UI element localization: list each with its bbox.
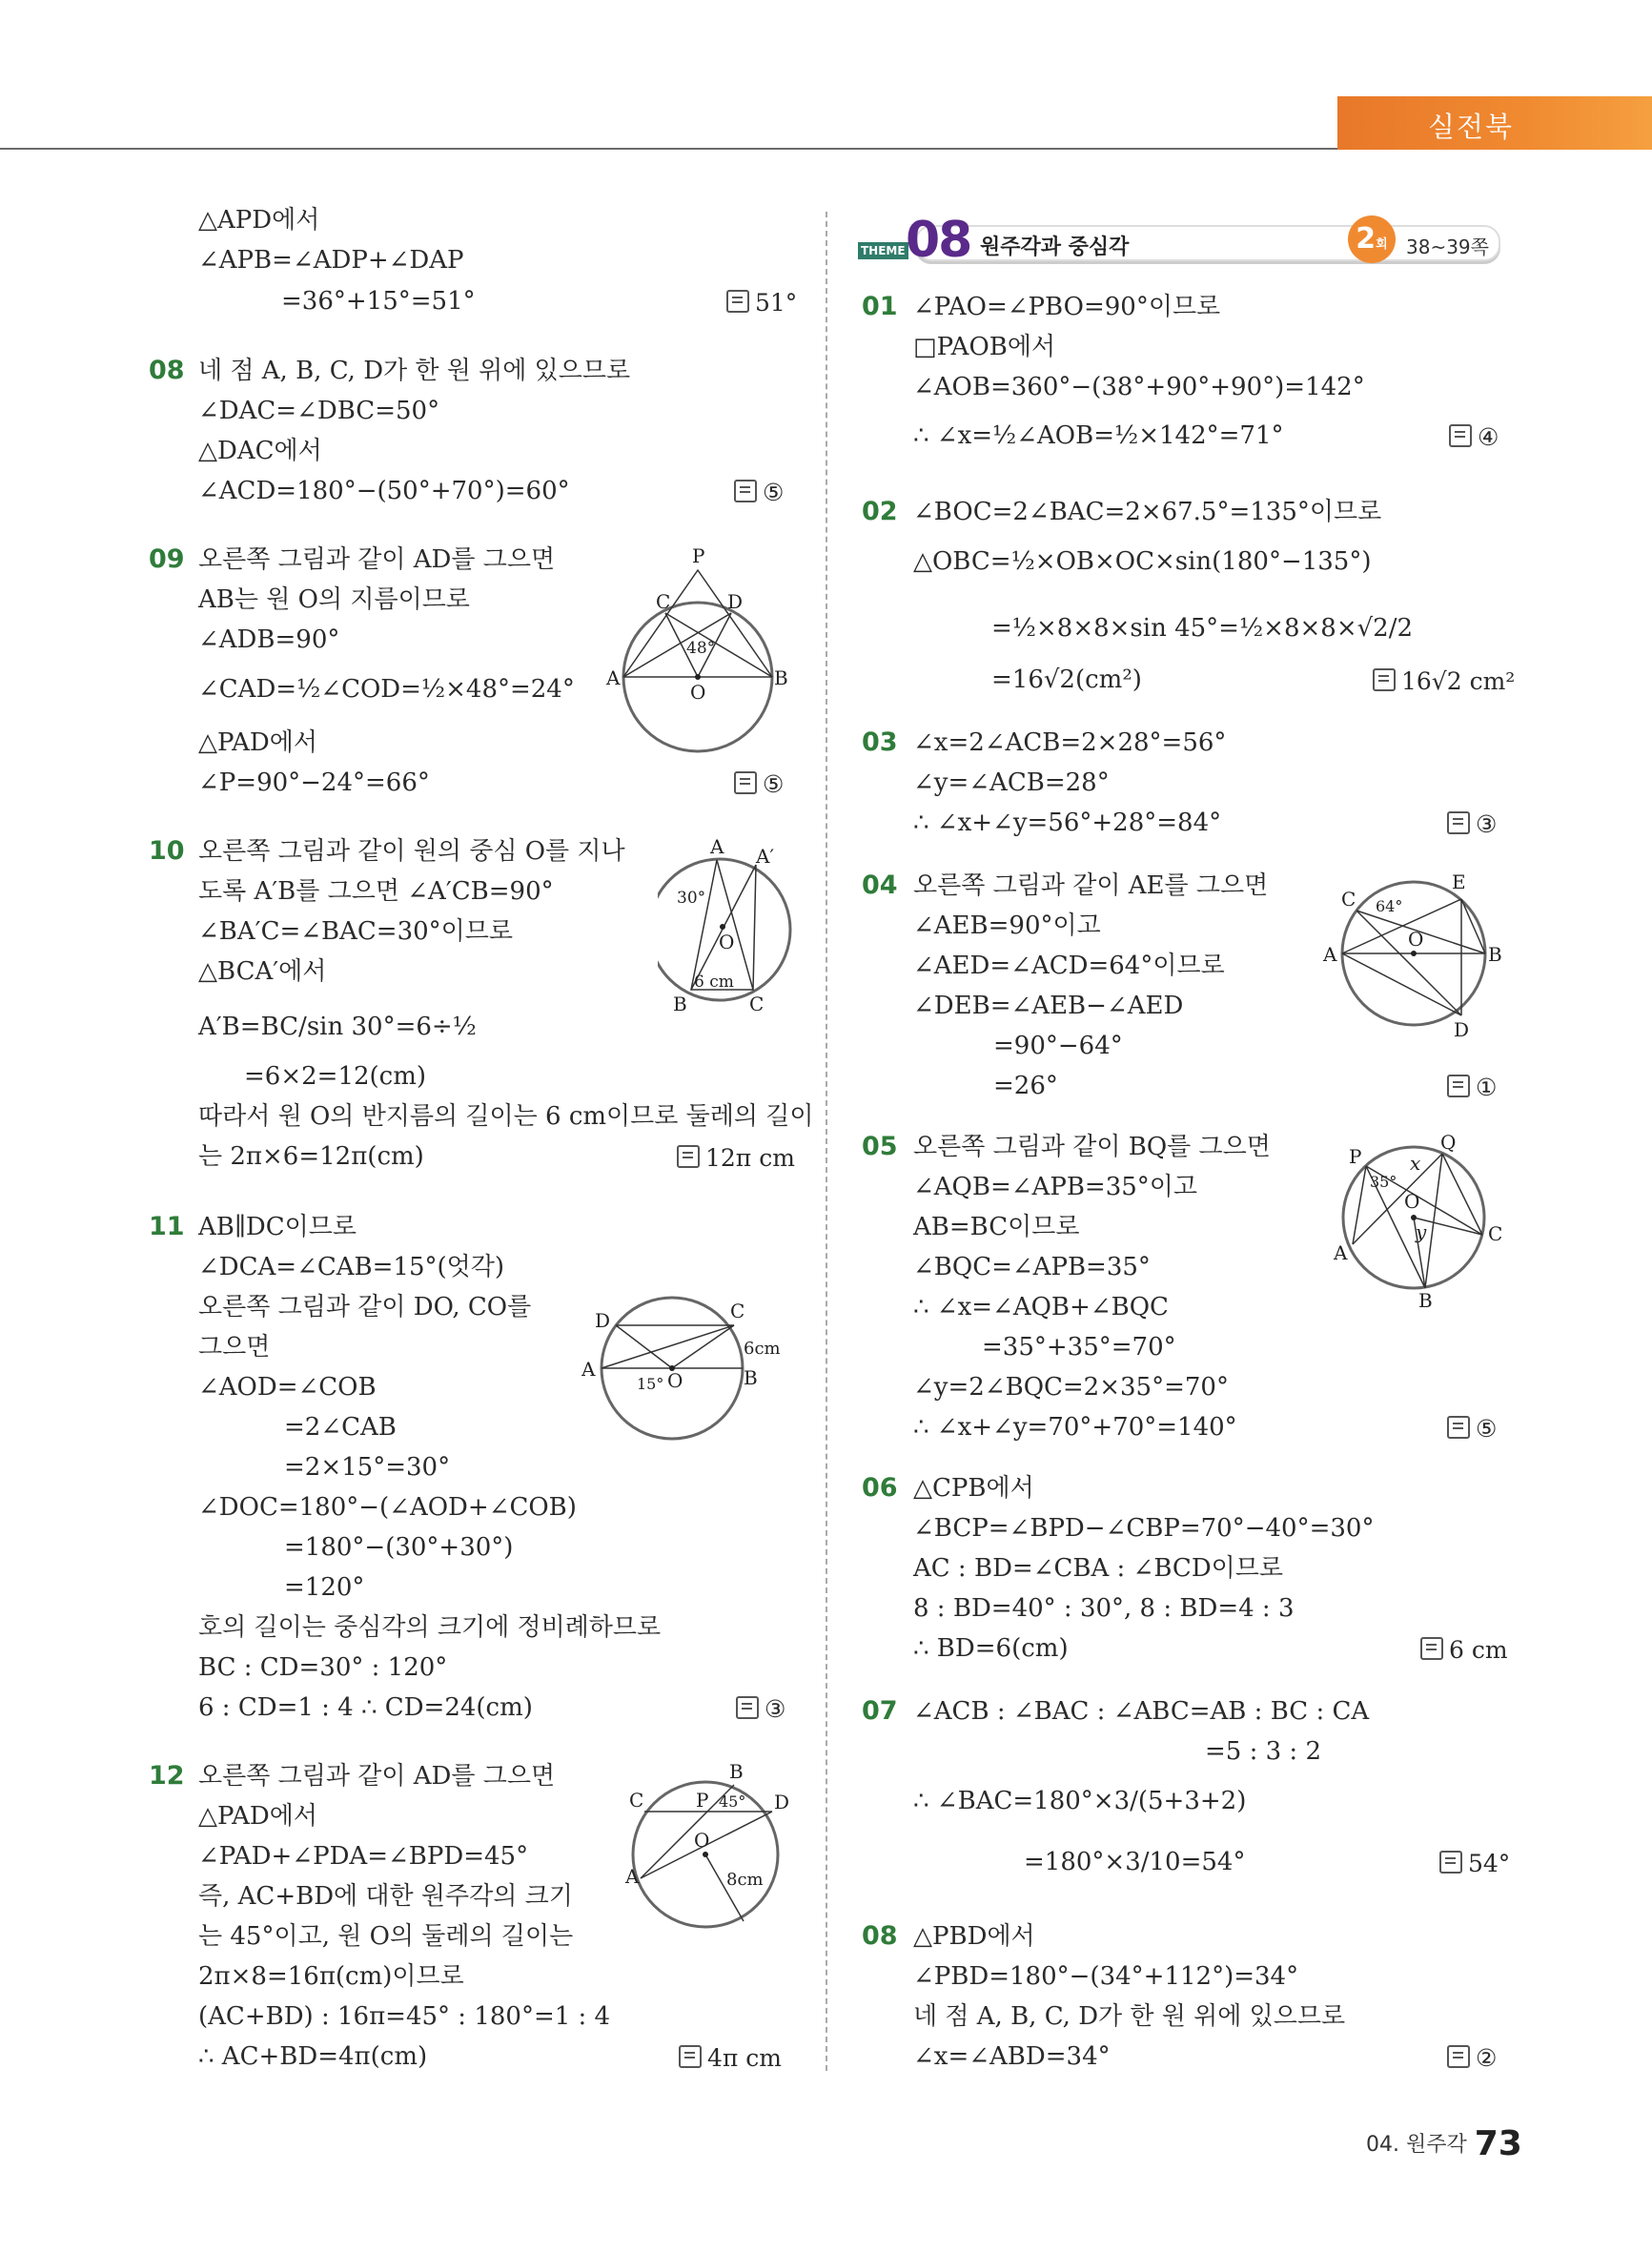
text-line: 따라서 원 O의 반지름의 길이는 6 cm이므로 둘레의 길이	[198, 1102, 814, 1131]
text-line: 오른쪽 그림과 같이 BQ를 그으면	[913, 1133, 1271, 1161]
answer-icon	[1447, 1416, 1470, 1439]
problem-number: 11	[149, 1212, 185, 1241]
text-line: 네 점 A, B, C, D가 한 원 위에 있으므로	[198, 357, 631, 385]
fig-label: C	[730, 1300, 745, 1322]
text-line: 6 : CD=1 : 4 ∴ CD=24(cm)	[198, 1693, 533, 1722]
text-line: 오른쪽 그림과 같이 DO, CO를	[198, 1293, 532, 1321]
theme-number: 08	[906, 212, 971, 269]
text-line: ∠DCA=∠CAB=15°(엇각)	[198, 1253, 505, 1281]
text-line: △PAD에서	[198, 1802, 317, 1831]
problem-number: 06	[862, 1473, 898, 1503]
answer	[677, 1144, 795, 1172]
answer-icon	[1420, 1637, 1443, 1660]
answer-value: ③	[765, 1695, 786, 1723]
fig-label: P	[696, 1789, 709, 1812]
text-line: △APD에서	[198, 206, 320, 235]
text-line: =120°	[284, 1573, 365, 1602]
problem-number: 01	[862, 292, 898, 321]
text-line: =90°−64°	[993, 1032, 1123, 1060]
text-line: ∠DEB=∠AEB−∠AED	[913, 992, 1184, 1020]
fig-label: E	[1452, 870, 1466, 893]
answer-icon	[734, 771, 757, 794]
fig-label: 35°	[1370, 1173, 1397, 1191]
text-line: AC : BD=∠CBA : ∠BCD이므로	[913, 1554, 1284, 1583]
answer-icon	[734, 480, 757, 502]
text-line: ∠x=2∠ACB=2×28°=56°	[913, 728, 1227, 757]
column-divider	[826, 212, 827, 2071]
problem-number: 02	[862, 497, 898, 526]
answer-icon	[1447, 2045, 1470, 2068]
theme-tag: THEME	[858, 242, 908, 259]
fig-label: O	[719, 931, 735, 953]
text-line: =180°×3/10=54°	[1024, 1848, 1246, 1876]
fig-label: D	[774, 1791, 790, 1813]
text-line: ∴ ∠x+∠y=70°+70°=140°	[913, 1413, 1237, 1442]
text-line: =26°	[993, 1072, 1058, 1100]
text-line: 오른쪽 그림과 같이 AE를 그으면	[913, 871, 1269, 900]
problem-number: 09	[149, 544, 185, 574]
fig-label: C	[629, 1789, 644, 1812]
text-line: =180°−(30°+30°)	[284, 1533, 514, 1562]
fig-label: A	[625, 1865, 640, 1888]
fig-label: x	[1410, 1152, 1421, 1175]
fig-label: 15°	[637, 1375, 664, 1393]
text-line: 는 2π×6=12π(cm)	[198, 1142, 424, 1171]
text-line: =35°+35°=70°	[982, 1333, 1176, 1362]
answer-icon	[1449, 424, 1472, 447]
fig-label: O	[694, 1829, 710, 1852]
answer-value: 6 cm	[1449, 1636, 1508, 1664]
answer	[1447, 1415, 1497, 1443]
answer-icon	[726, 290, 749, 313]
answer-value: ⑤	[1476, 1415, 1498, 1443]
answer	[734, 479, 784, 506]
text-line: 8 : BD=40° : 30°, 8 : BD=4 : 3	[913, 1594, 1295, 1623]
text-line: ∠BOC=2∠BAC=2×67.5°=135°이므로	[913, 498, 1382, 526]
text-line: =½×8×8×sin 45°=½×8×8×√2/2	[991, 614, 1414, 643]
answer-icon	[1447, 811, 1470, 834]
fig-label: D	[727, 590, 744, 613]
text-line: ∴ ∠x=½∠AOB=½×142°=71°	[913, 421, 1284, 450]
text-line: A′B=BC/sin 30°=6÷½	[198, 1013, 477, 1041]
text-line: ∴ AC+BD=4π(cm)	[198, 2042, 428, 2071]
text-line: ∠PAD+∠PDA=∠BPD=45°	[198, 1842, 529, 1871]
text-line: ∠P=90°−24°=66°	[198, 768, 430, 797]
text-line: (AC+BD) : 16π=45° : 180°=1 : 4	[198, 2002, 611, 2031]
fig-label: D	[595, 1309, 611, 1332]
text-line: ∠ADB=90°	[198, 625, 340, 654]
fig-label: A	[1323, 943, 1337, 966]
answer-value: ②	[1476, 2044, 1498, 2072]
fig-label: A	[1334, 1241, 1348, 1264]
text-line: ∠AOD=∠COB	[198, 1373, 377, 1402]
text-line: ∠AOB=360°−(38°+90°+90°)=142°	[913, 373, 1365, 401]
text-line: △PAD에서	[198, 728, 317, 757]
fig-label: 48°	[686, 639, 716, 658]
text-line: AB∥DC이므로	[198, 1213, 357, 1241]
answer-icon	[736, 1696, 759, 1719]
answer-value: ③	[1476, 810, 1498, 838]
theme-header	[858, 212, 1502, 269]
fig-label: y	[1416, 1220, 1427, 1243]
theme-pages: 38~39쪽	[1406, 236, 1489, 258]
figure-11	[581, 1287, 801, 1449]
text-line: ∠BQC=∠APB=35°	[913, 1253, 1151, 1281]
figure-04	[1320, 868, 1511, 1039]
text-line: 오른쪽 그림과 같이 원의 중심 O를 지나	[198, 837, 625, 866]
text-line: ∠AQB=∠APB=35°이고	[913, 1173, 1198, 1201]
answer	[1373, 667, 1515, 695]
fig-label: B	[673, 993, 687, 1015]
text-line: =6×2=12(cm)	[244, 1062, 427, 1091]
text-line: =5 : 3 : 2	[1205, 1737, 1321, 1766]
fig-label: B	[1418, 1289, 1433, 1311]
answer-value: ④	[1478, 423, 1499, 451]
fig-label: 30°	[677, 889, 706, 908]
problem-number: 04	[862, 870, 898, 900]
fig-label: O	[1408, 928, 1424, 951]
answer	[736, 1695, 785, 1723]
text-line: 네 점 A, B, C, D가 한 원 위에 있으므로	[913, 2002, 1346, 2031]
answer	[1447, 2044, 1497, 2072]
problem-number: 05	[862, 1132, 898, 1161]
answer-icon	[1439, 1851, 1462, 1874]
text-line: 그으면	[198, 1333, 271, 1362]
fig-label: O	[690, 681, 706, 704]
fig-label: 6 cm	[694, 973, 734, 992]
text-line: 는 45°이고, 원 O의 둘레의 길이는	[198, 1922, 574, 1951]
answer	[1447, 810, 1497, 838]
text-line: AB는 원 O의 지름이므로	[198, 585, 470, 614]
problem-number: 03	[862, 727, 898, 757]
text-line: ∠ACB : ∠BAC : ∠ABC=AB : BC : CA	[913, 1697, 1370, 1726]
page-number: 73	[1474, 2124, 1522, 2163]
answer	[726, 289, 797, 317]
section-tab-label: 실전북	[1428, 111, 1515, 143]
figure-12	[620, 1759, 801, 1950]
fig-label: O	[1404, 1190, 1420, 1213]
text-line: △PBD에서	[913, 1922, 1035, 1951]
text-line: ∠ACD=180°−(50°+70°)=60°	[198, 477, 570, 505]
fig-label: B	[744, 1366, 758, 1389]
text-line: 오른쪽 그림과 같이 AD를 그으면	[198, 545, 556, 574]
answer-value: ①	[1476, 1074, 1498, 1101]
fig-label: C	[1341, 888, 1356, 911]
fig-label: D	[1454, 1018, 1470, 1039]
text-line: 도록 A′B를 그으면 ∠A′CB=90°	[198, 877, 554, 906]
text-line: ∠AED=∠ACD=64°이므로	[913, 952, 1225, 980]
answer-value: 51°	[755, 289, 798, 317]
fig-label: 45°	[719, 1792, 746, 1811]
answer-value: ⑤	[763, 770, 785, 798]
problem-number: 08	[149, 356, 185, 385]
answer-value: ⑤	[763, 479, 785, 506]
answer	[1439, 1850, 1510, 1877]
text-line: ∠AEB=90°이고	[913, 911, 1101, 940]
text-line: 호의 길이는 중심각의 크기에 정비례하므로	[198, 1613, 662, 1642]
text-line: ∠y=2∠BQC=2×35°=70°	[913, 1373, 1229, 1402]
fig-label: B	[774, 666, 788, 689]
problem-number: 12	[149, 1761, 185, 1791]
figure-09	[601, 543, 791, 753]
fig-label: A	[606, 666, 621, 689]
text-line: ∠BCP=∠BPD−∠CBP=70°−40°=30°	[913, 1514, 1375, 1543]
answer-value: 4π cm	[707, 2044, 782, 2072]
text-line: =16√2(cm²)	[991, 666, 1142, 694]
figure-05	[1330, 1130, 1511, 1311]
text-line: ∠x=∠ABD=34°	[913, 2042, 1111, 2071]
chapter-label: 04. 원주각	[1366, 2133, 1467, 2157]
fig-label: 6cm	[744, 1339, 781, 1359]
answer	[1447, 1074, 1497, 1101]
fig-label: B	[729, 1760, 744, 1783]
page-footer	[1366, 2124, 1522, 2163]
fig-label: C	[749, 993, 765, 1015]
problem-number: 08	[862, 1921, 898, 1951]
answer-icon	[1373, 668, 1396, 691]
round-badge	[1348, 215, 1396, 263]
text-line: ∠CAD=½∠COD=½×48°=24°	[198, 675, 575, 704]
text-line: =2∠CAB	[284, 1413, 397, 1442]
text-line: =36°+15°=51°	[281, 287, 476, 316]
text-line: ∠PBD=180°−(34°+112°)=34°	[913, 1962, 1299, 1991]
answer	[679, 2044, 782, 2072]
text-line: 오른쪽 그림과 같이 AD를 그으면	[198, 1762, 556, 1791]
text-line: ∴ ∠x+∠y=56°+28°=84°	[913, 809, 1222, 837]
text-line: =2×15°=30°	[284, 1453, 451, 1482]
text-line: ∴ BD=6(cm)	[913, 1634, 1069, 1663]
text-line: ∠y=∠ACB=28°	[913, 768, 1110, 797]
text-line: 2π×8=16π(cm)이므로	[198, 1962, 464, 1991]
answer-icon	[677, 1145, 700, 1168]
fig-label: A′	[756, 845, 774, 868]
fig-label: 64°	[1376, 897, 1403, 915]
answer-icon	[1447, 1075, 1470, 1097]
text-line: △OBC=½×OB×OC×sin(180°−135°)	[913, 547, 1372, 576]
section-tab	[1337, 96, 1652, 150]
text-line: ∴ ∠x=∠AQB+∠BQC	[913, 1293, 1169, 1321]
answer-icon	[679, 2045, 702, 2068]
text-line: ∴ ∠BAC=180°×3/(5+3+2)	[913, 1787, 1247, 1815]
text-line: AB=BC이므로	[913, 1213, 1080, 1241]
fig-label: A	[710, 835, 724, 858]
figure-10	[658, 834, 801, 1025]
fig-label: P	[1349, 1145, 1362, 1168]
answer-value: 12π cm	[705, 1144, 795, 1172]
fig-label: C	[656, 590, 671, 613]
theme-title: 원주각과 중심각	[980, 236, 1130, 259]
text-line: ∠APB=∠ADP+∠DAP	[198, 246, 464, 275]
text-line: △BCA′에서	[198, 957, 327, 986]
fig-label: B	[1488, 943, 1502, 966]
answer	[1449, 423, 1499, 451]
answer-value: 16√2 cm²	[1401, 667, 1516, 695]
answer	[1420, 1636, 1508, 1664]
text-line: 즉, AC+BD에 대한 원주각의 크기	[198, 1882, 573, 1911]
fig-label: O	[667, 1369, 683, 1392]
text-line: △DAC에서	[198, 437, 322, 465]
text-line: ∠DAC=∠DBC=50°	[198, 397, 440, 425]
answer	[734, 770, 784, 798]
answer-value: 54°	[1468, 1850, 1511, 1877]
round-number: 2	[1356, 222, 1377, 256]
text-line: □PAOB에서	[913, 333, 1056, 361]
fig-label: A	[581, 1358, 596, 1381]
fig-label: C	[1488, 1222, 1503, 1245]
fig-label: P	[692, 544, 705, 567]
fig-label: Q	[1440, 1131, 1457, 1154]
text-line: ∠PAO=∠PBO=90°이므로	[913, 293, 1221, 321]
round-suffix: 회	[1376, 237, 1388, 252]
text-line: BC : CD=30° : 120°	[198, 1653, 448, 1682]
text-line: ∠BA′C=∠BAC=30°이므로	[198, 917, 514, 946]
text-line: △CPB에서	[913, 1474, 1034, 1503]
text-line: ∠DOC=180°−(∠AOD+∠COB)	[198, 1493, 577, 1522]
fig-label: 8cm	[726, 1870, 764, 1890]
problem-number: 07	[862, 1696, 898, 1726]
problem-number: 10	[149, 836, 185, 866]
